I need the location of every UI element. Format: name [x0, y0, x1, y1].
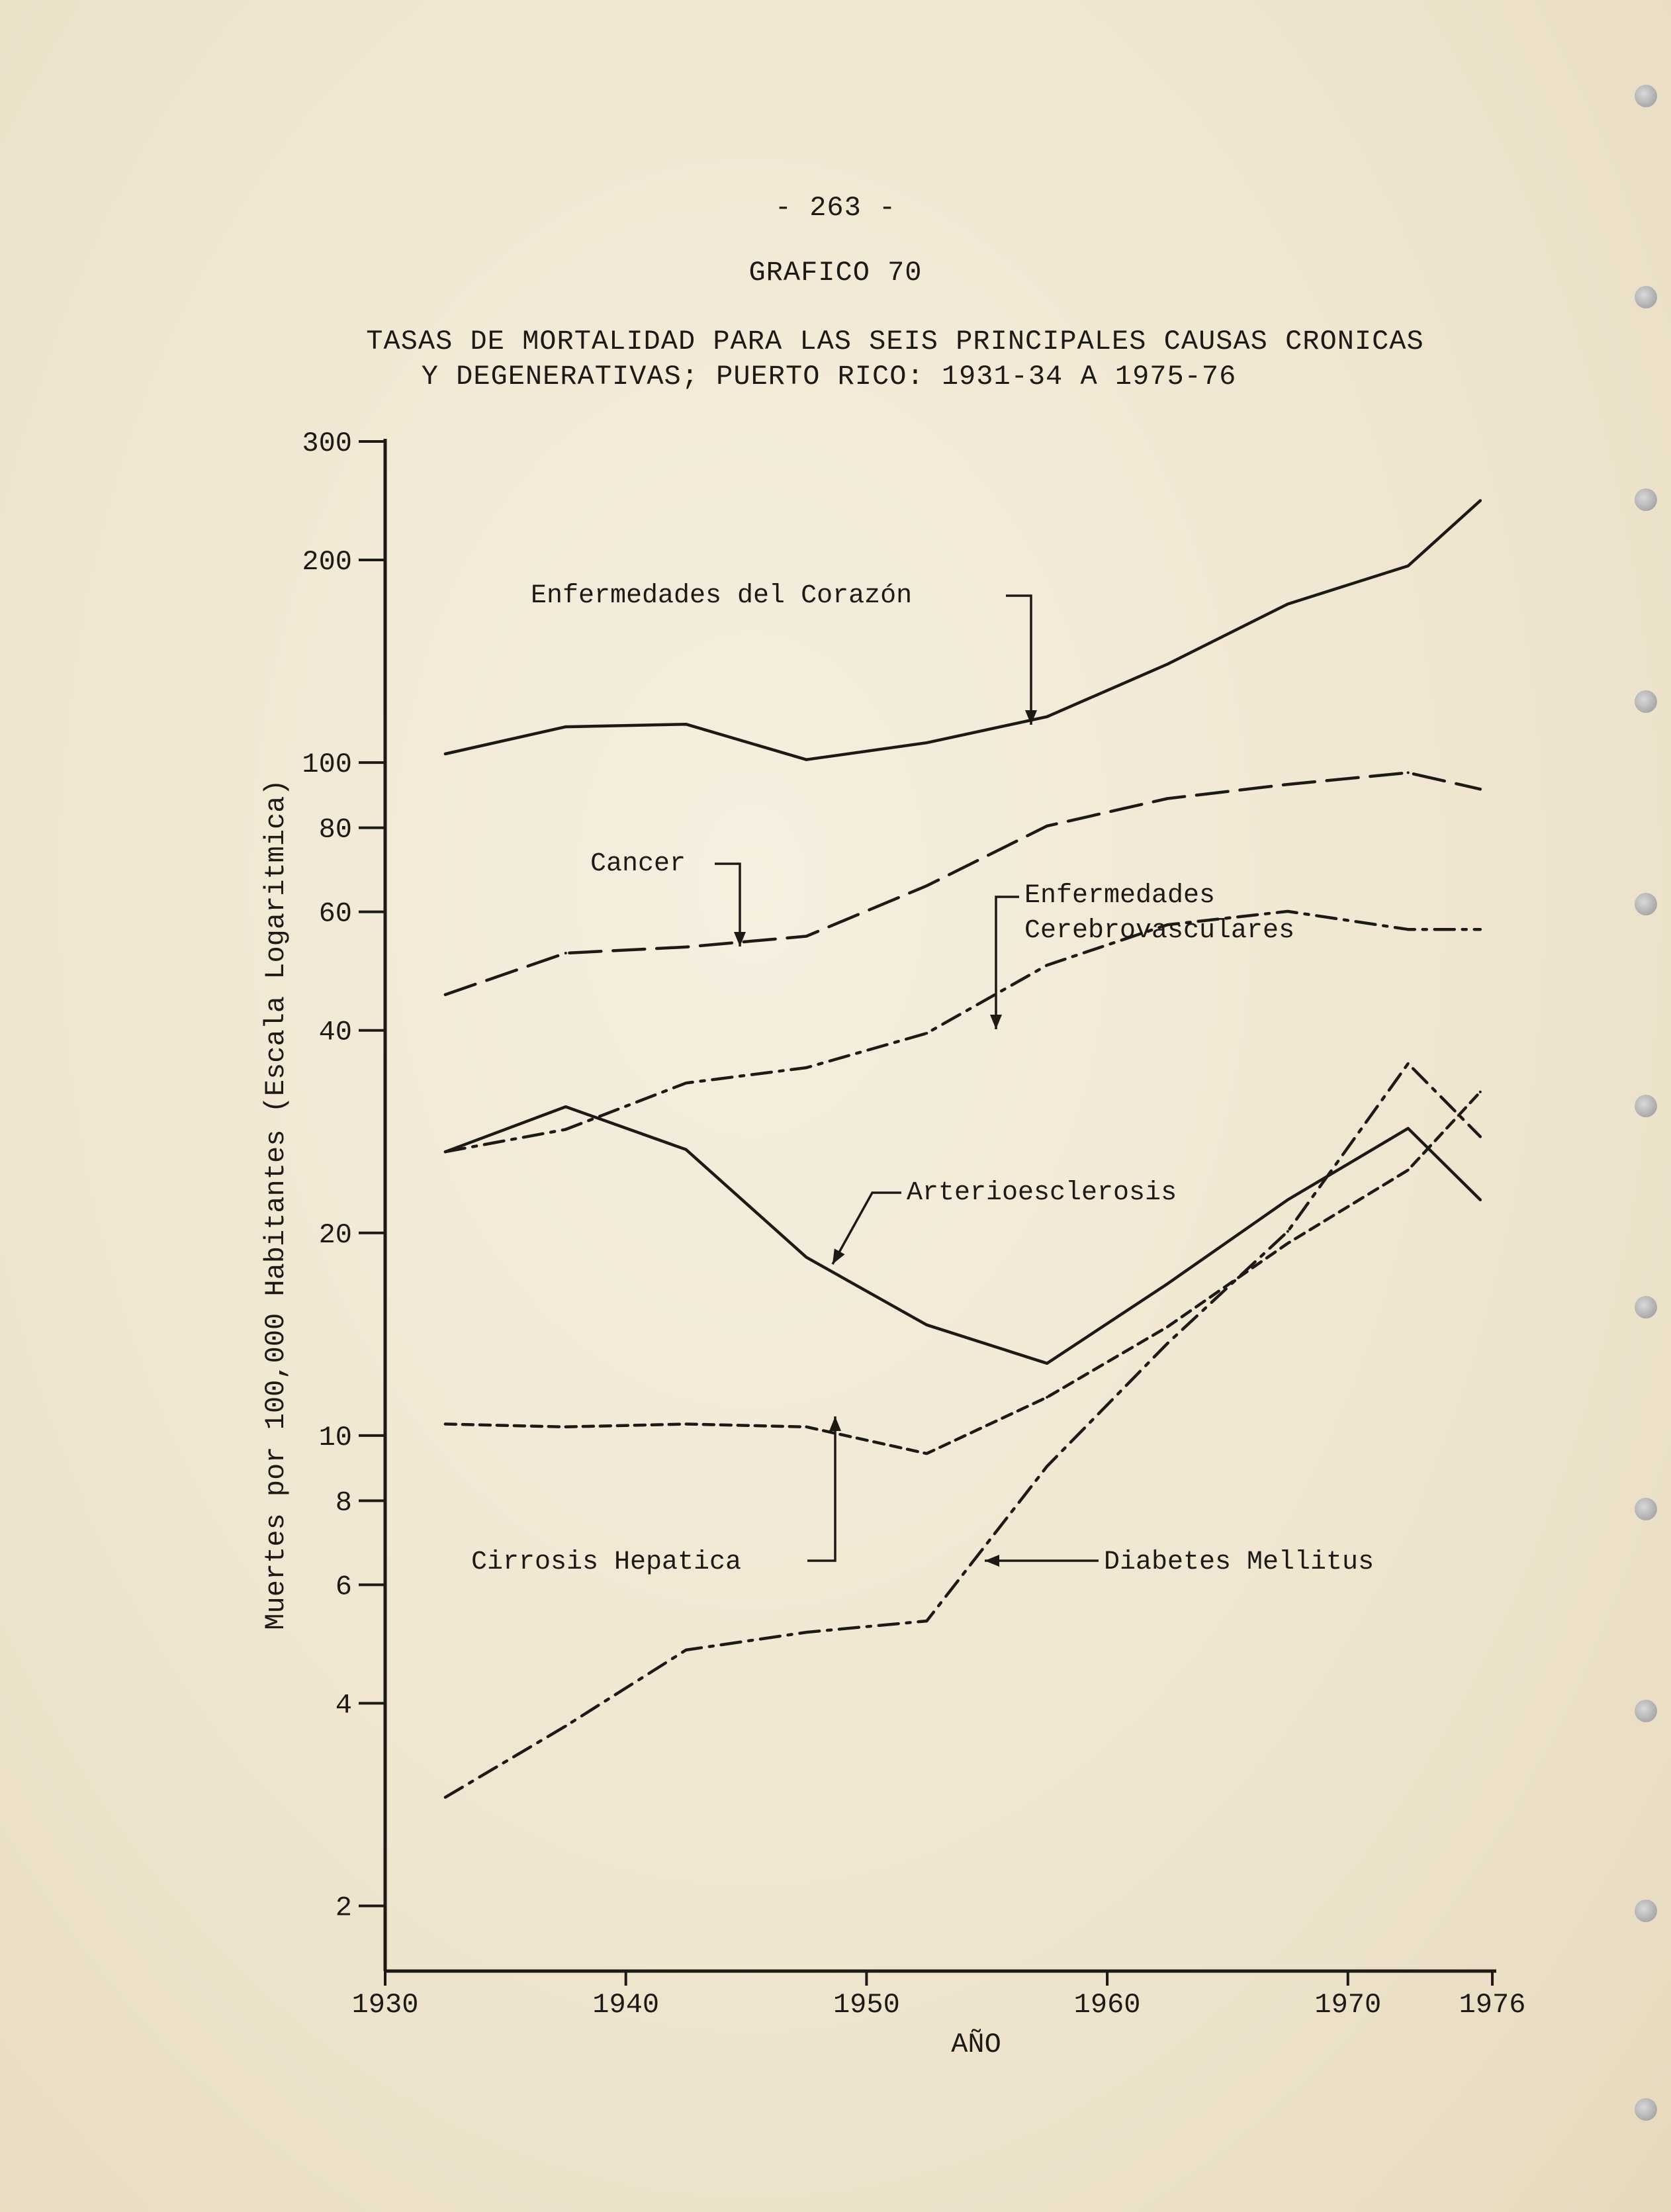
y-tick-label: 2 [335, 1892, 352, 1924]
series-point-1 [1166, 798, 1169, 800]
y-tick-label: 20 [318, 1219, 352, 1251]
axes [260, 428, 1525, 2060]
series-point-4 [1479, 1091, 1482, 1093]
y-tick-label: 8 [335, 1487, 352, 1519]
series-point-0 [444, 753, 447, 755]
series-point-4 [925, 1452, 928, 1455]
series-label-5: Diabetes Mellitus [1104, 1547, 1375, 1577]
series-point-3 [1479, 1199, 1482, 1201]
series-point-1 [925, 884, 928, 887]
y-tick-label: 10 [318, 1421, 352, 1453]
arrowhead-1 [734, 932, 746, 946]
x-tick-label: 1970 [1314, 1989, 1382, 2021]
series-point-4 [444, 1422, 447, 1425]
y-axis-label: Muertes por 100,000 Habitantes (Escala Logaritmica) [260, 779, 292, 1630]
series-point-4 [565, 1426, 567, 1428]
series-point-2 [565, 1128, 567, 1130]
series-point-2 [685, 1082, 688, 1084]
arrowhead-5 [985, 1555, 999, 1567]
series-point-1 [805, 935, 807, 937]
arrowhead-2 [990, 1015, 1002, 1029]
y-tick-label: 200 [302, 546, 352, 578]
series-point-2 [1046, 964, 1048, 966]
series-point-5 [1287, 1230, 1289, 1233]
series-point-0 [565, 725, 567, 728]
series-point-2 [925, 1032, 928, 1035]
series-point-3 [925, 1324, 928, 1326]
figure-label: GRAFICO 70 [748, 257, 923, 289]
series-point-0 [1166, 663, 1169, 666]
chart-title-line2: Y DEGENERATIVAS; PUERTO RICO: 1931-34 A 1975-76 [421, 361, 1237, 392]
series-point-0 [1046, 715, 1048, 718]
series-point-2 [805, 1066, 807, 1069]
series-point-0 [805, 759, 807, 761]
series-label-0: Enfermedades del Corazón [531, 581, 913, 611]
series-point-1 [1407, 771, 1410, 774]
chart-title-line1: TASAS DE MORTALIDAD PARA LAS SEIS PRINCIPALES CAUSAS CRONICAS [366, 326, 1424, 357]
series-label-2: Cerebrovasculares [1024, 916, 1295, 946]
series-point-4 [685, 1422, 688, 1425]
page-number: - 263 - [774, 192, 897, 224]
x-tick-label: 1940 [592, 1989, 660, 2021]
label-leader-2 [996, 897, 1019, 1029]
series-point-2 [1287, 910, 1289, 913]
x-tick-label: 1930 [351, 1989, 419, 2021]
x-axis-label: AÑO [951, 2029, 1001, 2060]
series-point-5 [1479, 1135, 1482, 1138]
x-tick-label: 1950 [833, 1989, 900, 2021]
series-lines [444, 499, 1482, 1798]
y-tick-label: 300 [302, 428, 352, 459]
series-point-5 [1046, 1465, 1048, 1467]
series-point-3 [1407, 1127, 1410, 1130]
series-point-1 [565, 952, 567, 954]
arrowhead-4 [829, 1416, 841, 1431]
series-label-2: Enfermedades [1024, 881, 1216, 911]
series-point-0 [685, 723, 688, 725]
series-point-2 [1479, 928, 1482, 931]
series-point-3 [1287, 1199, 1289, 1201]
series-point-5 [444, 1796, 447, 1798]
series-label-4: Cirrosis Hepatica [471, 1547, 742, 1577]
series-point-5 [1166, 1342, 1169, 1345]
x-tick-label: 1960 [1073, 1989, 1141, 2021]
series-point-1 [1479, 788, 1482, 790]
series-label-3: Arterioesclerosis [907, 1178, 1177, 1208]
x-tick-label: 1976 [1459, 1989, 1526, 2021]
series-point-3 [444, 1150, 447, 1153]
series-point-1 [444, 993, 447, 996]
series-point-3 [685, 1148, 688, 1151]
series-point-3 [1046, 1362, 1048, 1365]
series-point-3 [565, 1105, 567, 1108]
series-point-0 [925, 741, 928, 744]
series-point-0 [1479, 499, 1482, 502]
series-point-5 [1407, 1062, 1410, 1065]
y-tick-label: 6 [335, 1571, 352, 1603]
series-point-2 [1407, 928, 1410, 931]
series-point-1 [1287, 783, 1289, 786]
series-point-1 [1046, 825, 1048, 827]
series-point-3 [805, 1256, 807, 1259]
series-point-3 [1166, 1283, 1169, 1285]
y-tick-label: 80 [318, 813, 352, 846]
label-leader-4 [807, 1416, 835, 1561]
series-label-1: Cancer [590, 849, 686, 879]
series-line-3 [445, 1107, 1480, 1363]
series-point-4 [1046, 1396, 1048, 1399]
y-tick-label: 100 [302, 749, 352, 781]
series-point-5 [925, 1620, 928, 1622]
series-line-1 [445, 772, 1480, 994]
series-point-4 [1287, 1242, 1289, 1244]
series-point-4 [1166, 1326, 1169, 1328]
series-labels [471, 581, 1374, 1577]
series-point-0 [1407, 565, 1410, 567]
series-line-0 [445, 500, 1480, 759]
series-line-2 [445, 911, 1480, 1152]
y-tick-label: 60 [318, 898, 352, 930]
series-point-4 [805, 1426, 807, 1428]
series-point-5 [685, 1649, 688, 1651]
y-tick-label: 4 [335, 1689, 352, 1722]
series-line-4 [445, 1092, 1480, 1453]
series-point-5 [805, 1631, 807, 1634]
series-point-4 [1407, 1169, 1410, 1172]
series-point-5 [565, 1725, 567, 1728]
label-leader-0 [1006, 596, 1031, 725]
series-line-5 [445, 1064, 1480, 1797]
y-tick-label: 40 [318, 1016, 352, 1048]
series-point-1 [685, 946, 688, 948]
series-point-0 [1287, 603, 1289, 606]
